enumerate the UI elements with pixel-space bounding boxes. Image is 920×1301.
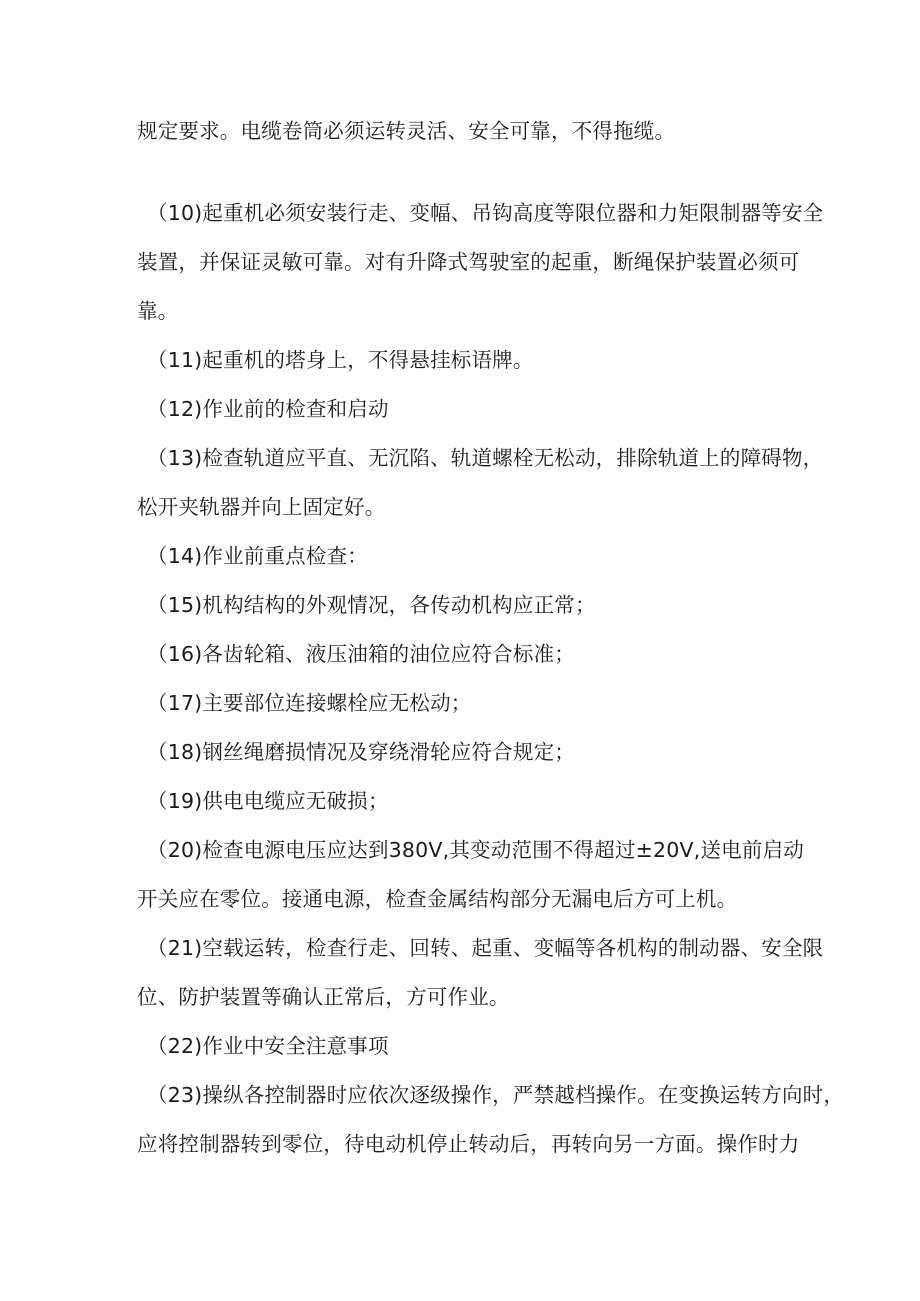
text-line: （11)起重机的塔身上，不得悬挂标语牌。: [147, 348, 534, 372]
text-line: 规定要求。电缆卷筒必须运转灵活、安全可靠，不得拖缆。: [137, 119, 676, 143]
text-line: （22)作业中安全注意事项: [147, 1034, 389, 1058]
text-line: 位、防护装置等确认正常后，方可作业。: [137, 985, 510, 1009]
text-line: 装置，并保证灵敏可靠。对有升降式驾驶室的起重，断绳保护装置必须可: [137, 250, 800, 274]
text-line: （18)钢丝绳磨损情况及穿绕滑轮应符合规定；: [147, 740, 575, 764]
text-line: （15)机构结构的外观情况，各传动机构应正常；: [147, 593, 596, 617]
text-line: 靠。: [137, 299, 179, 323]
text-line: （16)各齿轮箱、液压油箱的油位应符合标准；: [147, 642, 575, 666]
text-line: （14)作业前重点检查：: [147, 544, 368, 568]
text-line: （10)起重机必须安装行走、变幅、吊钩高度等限位器和力矩限制器等安全: [147, 201, 824, 225]
text-line: （21)空载运转，检查行走、回转、起重、变幅等各机构的制动器、安全限: [147, 936, 824, 960]
text-line: （13)检查轨道应平直、无沉陷、轨道螺栓无松动，排除轨道上的障碍物，: [147, 446, 824, 470]
text-line: （17)主要部位连接螺栓应无松动；: [147, 691, 472, 715]
text-line: 松开夹轨器并向上固定好。: [137, 495, 386, 519]
text-line: （20)检查电源电压应达到380V,其变动范围不得超过±20V,送电前启动: [147, 838, 804, 862]
text-line: 应将控制器转到零位，待电动机停止转动后，再转向另一方面。操作时力: [137, 1132, 800, 1156]
text-line: （19)供电电缆应无破损；: [147, 789, 389, 813]
text-line: 开关应在零位。接通电源，检查金属结构部分无漏电后方可上机。: [137, 887, 738, 911]
text-line: （23)操纵各控制器时应依次逐级操作，严禁越档操作。在变换运转方向时，: [147, 1083, 845, 1107]
text-line: （12)作业前的检查和启动: [147, 397, 389, 421]
